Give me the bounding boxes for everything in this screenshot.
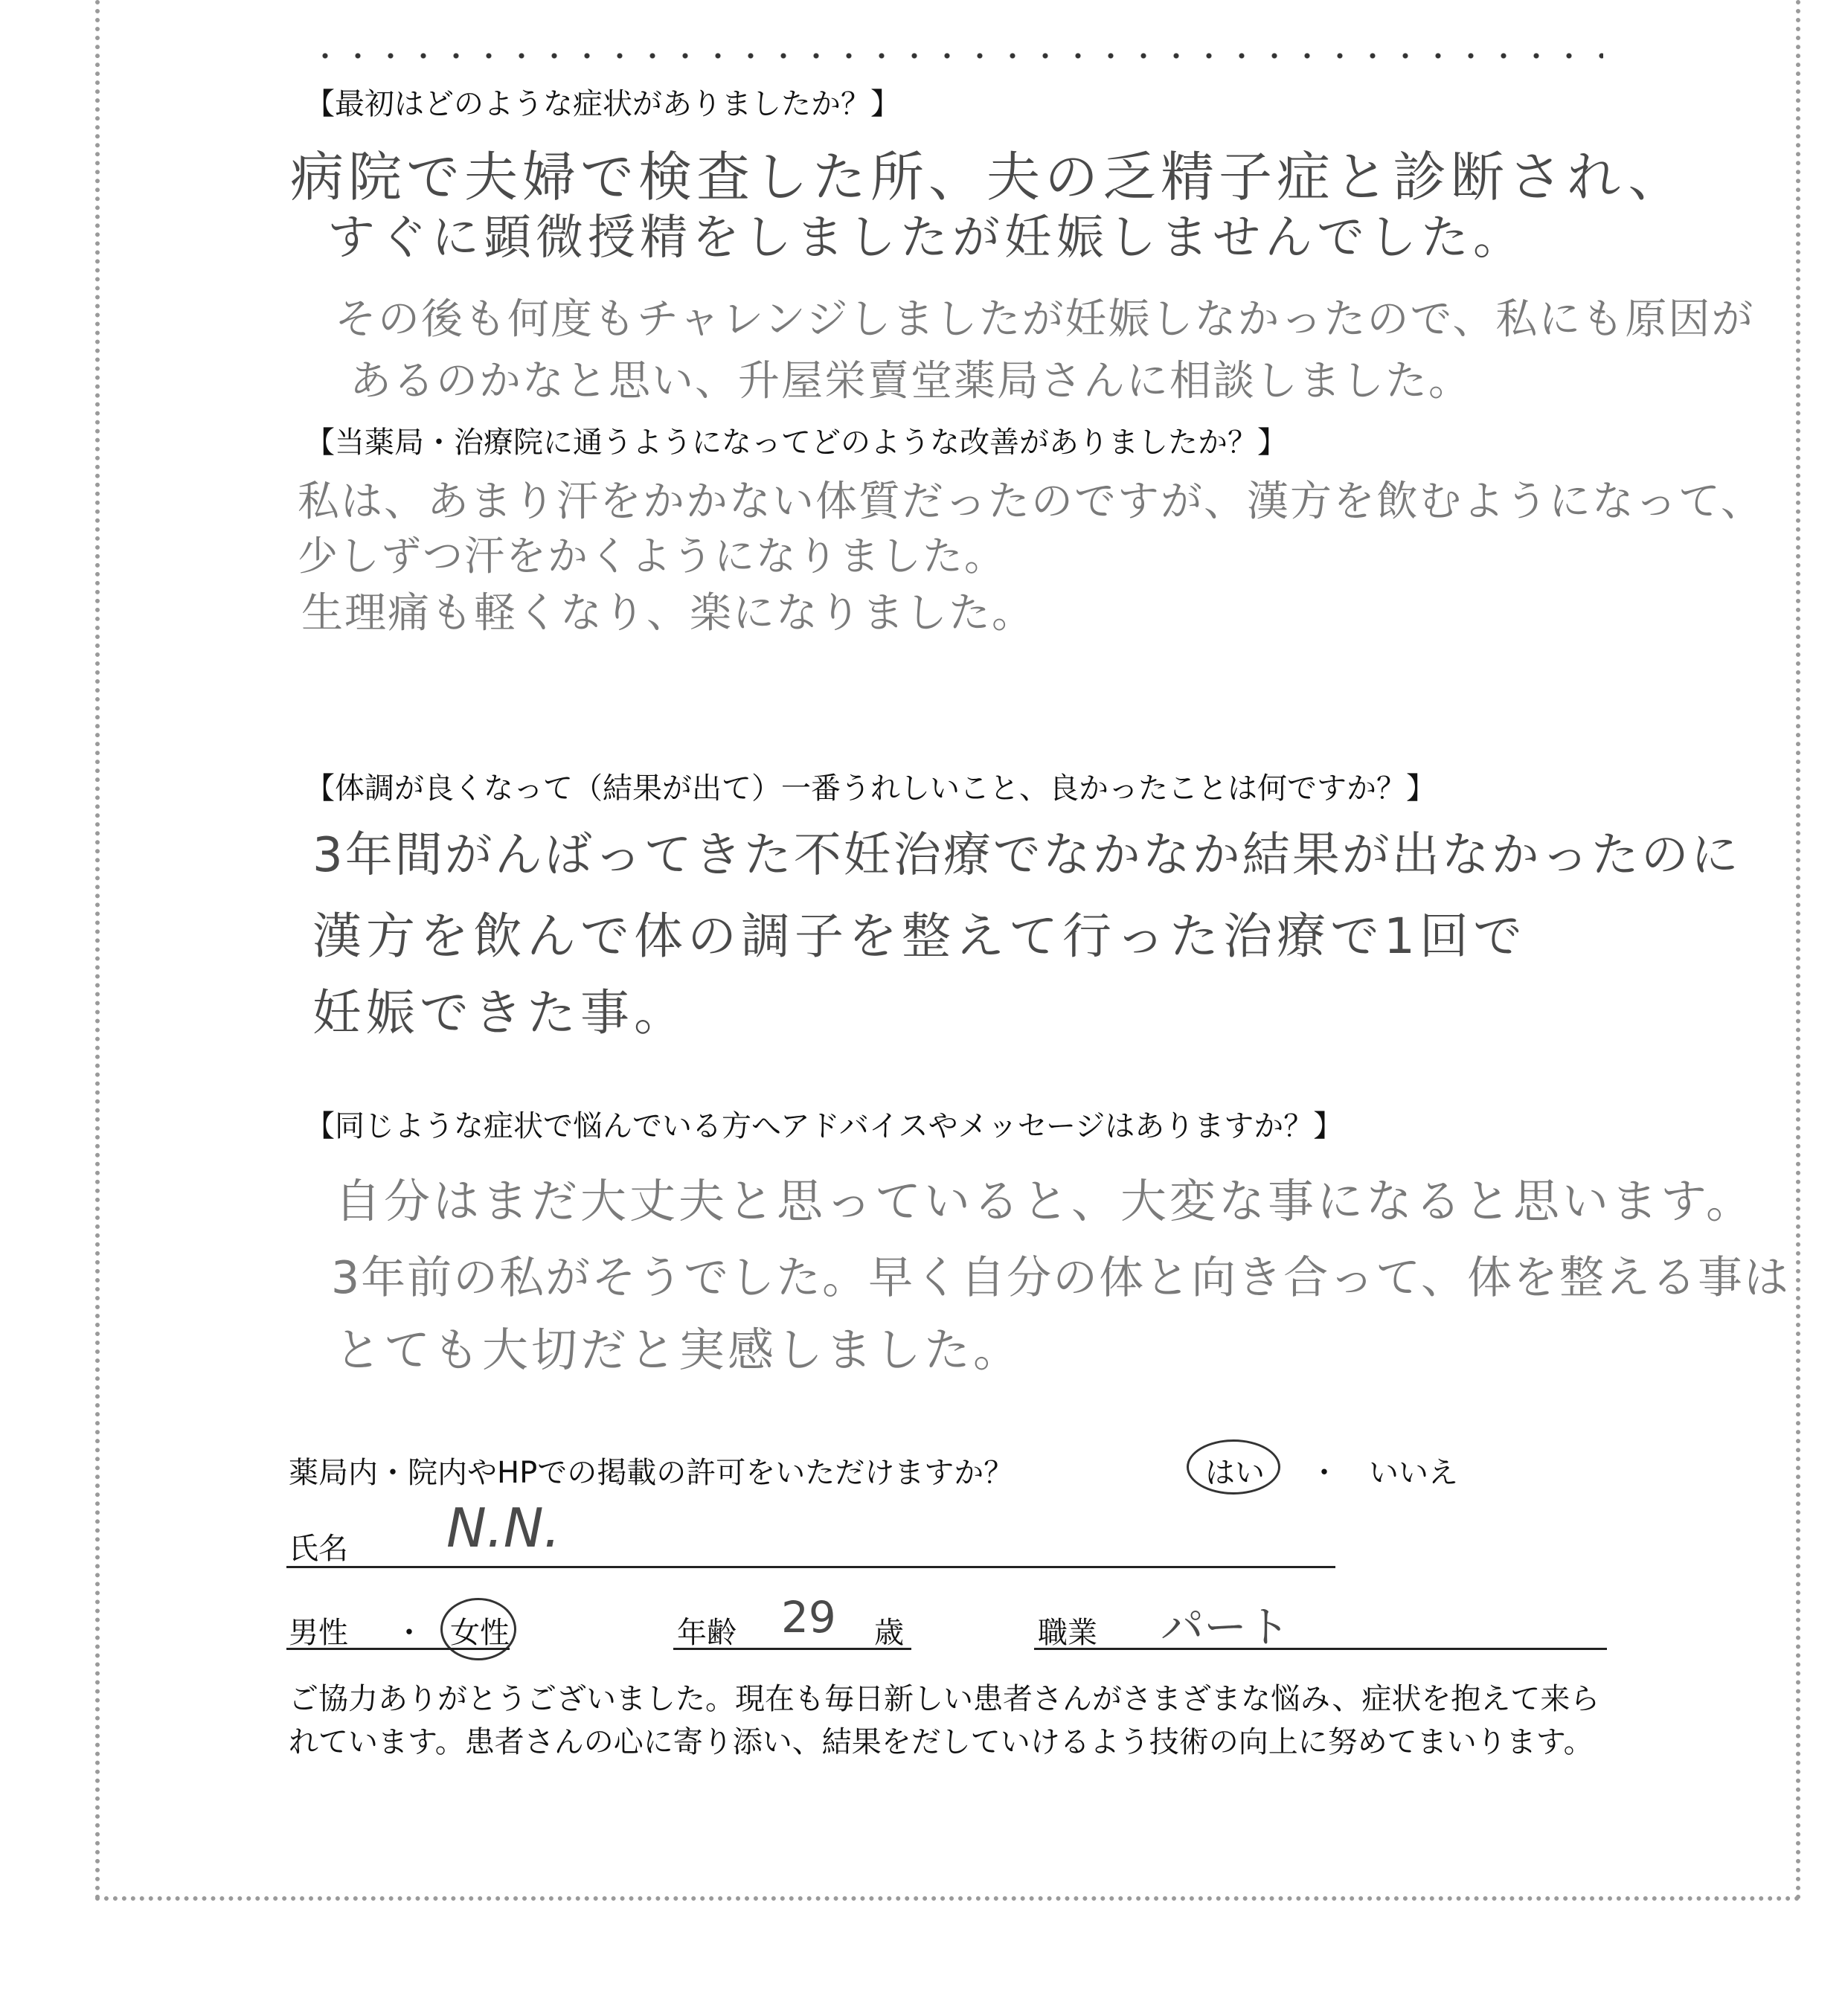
q4-heading: 【同じような症状で悩んでいる方へアドバイスやメッセージはありますか？】 [305, 1109, 1344, 1143]
permission-separator: ・ [1309, 1456, 1339, 1490]
name-value: N.N. [446, 1497, 561, 1559]
q4-answer-line-2: 3年前の私がそうでした。早く自分の体と向き合って、体を整える事は [331, 1252, 1790, 1304]
q1-answer-line-2: すぐに顕微授精をしましたが妊娠しませんでした。 [327, 211, 1525, 266]
q2-answer-line-2: 少しずつ汗をかくようになりました。 [298, 533, 1006, 580]
q2-heading: 【当薬局・治療院に通うようになってどのような改善がありましたか？】 [305, 426, 1287, 460]
age-unit: 歳 [874, 1616, 904, 1650]
job-label: 職業 [1038, 1616, 1097, 1650]
top-dotted-rule [309, 52, 1603, 60]
gender-underline [286, 1648, 510, 1650]
q1-answer-line-1: 病院で夫婦で検査した所、夫の乏精子症と診断され、 [290, 146, 1687, 208]
closing-message: ご協力ありがとうございました。現在も毎日新しい患者さんがさまざまな悩み、症状を抱えて来られています。患者さんの心に寄り添い、結果をだしていけるよう技術の向上に努めてまいります。 [289, 1682, 1600, 1759]
female-selected-circle [440, 1598, 516, 1660]
q4-answer-line-1: 自分はまだ大丈夫と思っていると、大変な事になると思います。 [335, 1174, 1756, 1228]
q2-answer-line-3: 生理痛も軽くなり、楽になりました。 [301, 589, 1035, 638]
q1-answer-line-3: その後も何度もチャレンジしましたが妊娠しなかったので、私にも原因が [335, 295, 1755, 344]
age-value: 29 [781, 1592, 836, 1643]
q3-answer-line-1: 3年間がんばってきた不妊治療でなかなか結果が出なかったのに [312, 828, 1741, 883]
job-value: パート [1161, 1602, 1291, 1652]
q1-heading: 【最初はどのような症状がありましたか？】 [305, 87, 900, 121]
female-label: 女性 [450, 1616, 510, 1650]
name-underline [286, 1566, 1335, 1568]
q2-answer-line-1: 私は、あまり汗をかかない体質だったのですが、漢方を飲むようになって、 [298, 478, 1764, 526]
q4-answer-line-3: とても大切だと実感しました。 [335, 1323, 1023, 1377]
male-label: 男性 [289, 1616, 348, 1650]
q1-answer-line-4: あるのかなと思い、升屋栄賣堂薬局さんに相談しました。 [350, 357, 1472, 405]
name-label: 氏名 [289, 1532, 348, 1566]
yes-selected-circle [1187, 1439, 1280, 1495]
age-label: 年齢 [677, 1616, 737, 1650]
age-underline [673, 1648, 911, 1650]
gender-separator: ・ [394, 1616, 424, 1650]
permission-yes: はい [1205, 1456, 1265, 1490]
q3-heading: 【体調が良くなって（結果が出て）一番うれしいこと、良かったことは何ですか？】 [305, 771, 1436, 806]
permission-no: いいえ [1369, 1456, 1458, 1490]
q3-answer-line-3: 妊娠できた事。 [312, 984, 687, 1041]
permission-question: 薬局内・院内やHPでの掲載の許可をいただけますか？ [289, 1456, 1014, 1490]
job-underline [1034, 1648, 1607, 1650]
q3-answer-line-2: 漢方を飲んで体の調子を整えて行った治療で1回で [312, 908, 1527, 965]
